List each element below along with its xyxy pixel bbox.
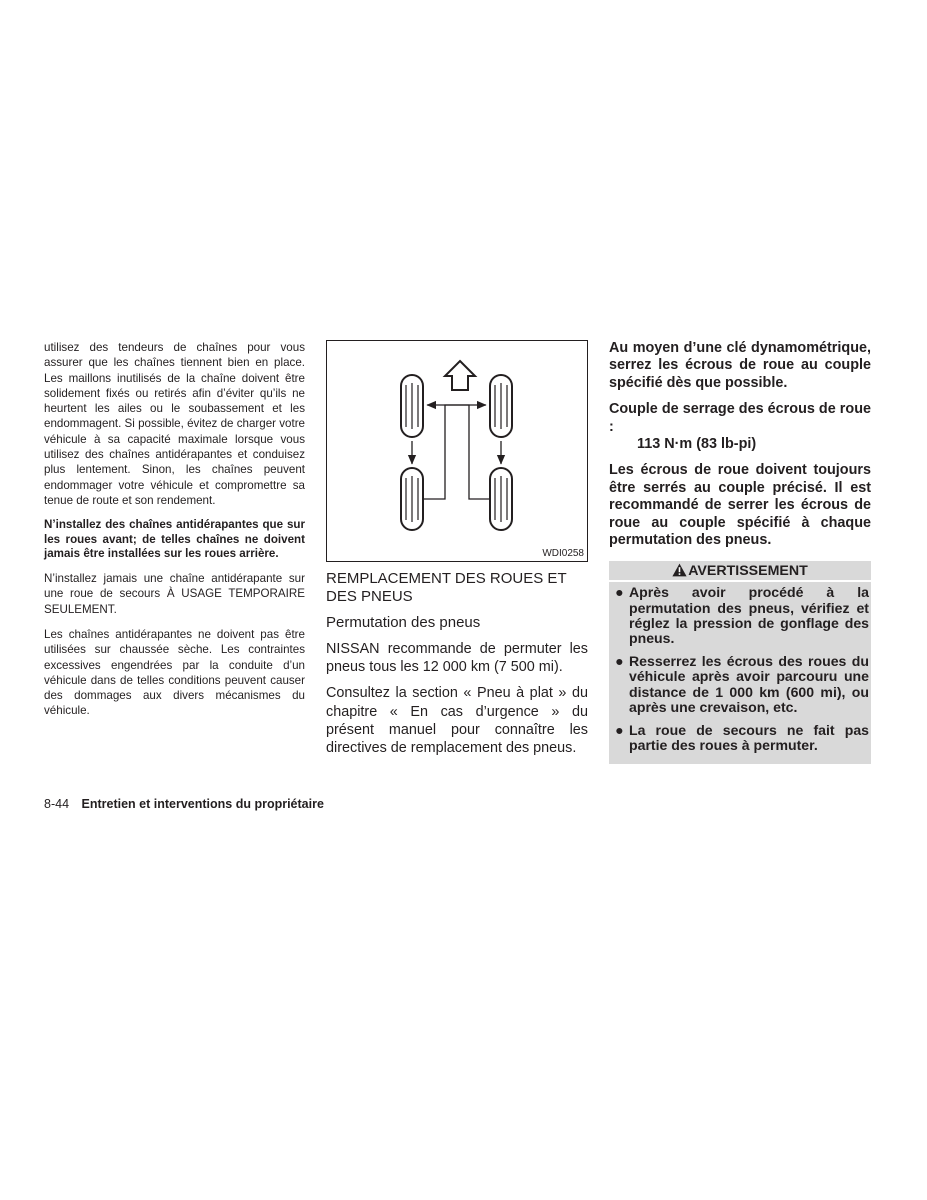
tire-rotation-figure: [326, 340, 588, 562]
flat-tire-reference-paragraph: Consultez la section « Pneu à plat » du chapitre « En cas d’urgence » du présent manuel pour connaître les directives de remplacement des pneus.: [326, 685, 588, 757]
arrow-rr-to-fl: [427, 405, 490, 499]
tire-rear-right-icon: [490, 468, 512, 530]
torque-always-paragraph: Les écrous de roue doivent toujours être serrés au couple précisé. Il est recommandé de serrer les écrous de roue au couple spécifié à chaque permutation des pneus.: [609, 462, 871, 549]
section-title: REMPLACEMENT DES ROUES ET DES PNEUS: [326, 570, 567, 605]
forward-arrow-icon: [445, 361, 475, 390]
subsection-title: Permutation des pneus: [326, 614, 481, 631]
bullet-icon: ●: [615, 722, 624, 739]
middle-column: [326, 340, 588, 765]
right-column: [609, 340, 871, 764]
tire-rear-left-icon: [401, 468, 423, 530]
rotation-interval-paragraph: NISSAN recommande de permuter les pneus tous les 12 000 km (7 500 mi).: [326, 641, 588, 676]
front-wheels-note: N’installez des chaînes antidérapantes que sur les roues avant; de telles chaînes ne doivent jamais être installées sur les roues arrière.: [44, 518, 305, 561]
figure-code: WDI0258: [542, 548, 584, 559]
torque-wrench-paragraph: Au moyen d’une clé dynamométrique, serrez les écrous de roue au couple spécifié dès que possible.: [609, 340, 871, 391]
page-footer: [44, 797, 324, 811]
spare-wheel-note: N’installez jamais une chaîne antidérapante sur une roue de secours À USAGE TEMPORAIRE SEULEMENT.: [44, 572, 305, 616]
arrow-rl-to-fr: [423, 405, 486, 499]
torque-spec: [609, 401, 871, 453]
bullet-icon: ●: [615, 653, 624, 670]
warning-triangle-icon: [672, 563, 687, 577]
page-number: 8-44: [44, 797, 70, 811]
warning-item: [609, 723, 871, 753]
warning-item-text: Après avoir procédé à la permutation des pneus, vérifiez et réglez la pression de gonflage des pneus.: [629, 584, 869, 647]
tire-rotation-diagram: [327, 341, 587, 561]
bullet-icon: ●: [615, 584, 624, 601]
tire-front-right-icon: [490, 375, 512, 437]
warning-header: [609, 561, 871, 582]
warning-item: [609, 654, 871, 715]
chapter-title: Entretien et interventions du propriétaire: [81, 797, 324, 811]
warning-item-text: Resserrez les écrous des roues du véhicule après avoir parcouru une distance de 1 000 km (600 mi), ou après une crevaison, etc.: [629, 653, 869, 715]
warning-item: [609, 585, 871, 646]
tire-front-left-icon: [401, 375, 423, 437]
chains-paragraph: utilisez des tendeurs de chaînes pour vous assurer que les chaînes tiennent bien en place. Les maillons inutilisés de la chaîne doivent être solidement fixés ou retirés afin d’éviter qu’ils ne heurtent les ailes ou le soubassement et les endommagent. Si possible, évitez de charger votre véhicule à sa capacité maximale lorsque vous utilisez des chaînes antidérapantes et conduisez plus lentement. Sinon, les chaînes peuvent endommager votre véhicule et compromettre sa tenue de route et son rendement.: [44, 341, 306, 507]
warning-item-text: La roue de secours ne fait pas partie des roues à permuter.: [629, 722, 869, 754]
torque-value: 113 N·m (83 lb-pi): [637, 436, 757, 453]
dry-road-note: Les chaînes antidérapantes ne doivent pas être utilisées sur chaussée sèche. Les contraintes excessives engendrées par la conduite d’un véhicule dans de telles conditions peuvent causer des dommages aux divers mécanismes du véhicule.: [44, 627, 305, 718]
left-column: [44, 340, 305, 729]
warning-box: [609, 561, 871, 763]
torque-label: Couple de serrage des écrous de roue :: [609, 401, 871, 435]
warning-title: AVERTISSEMENT: [688, 563, 808, 580]
